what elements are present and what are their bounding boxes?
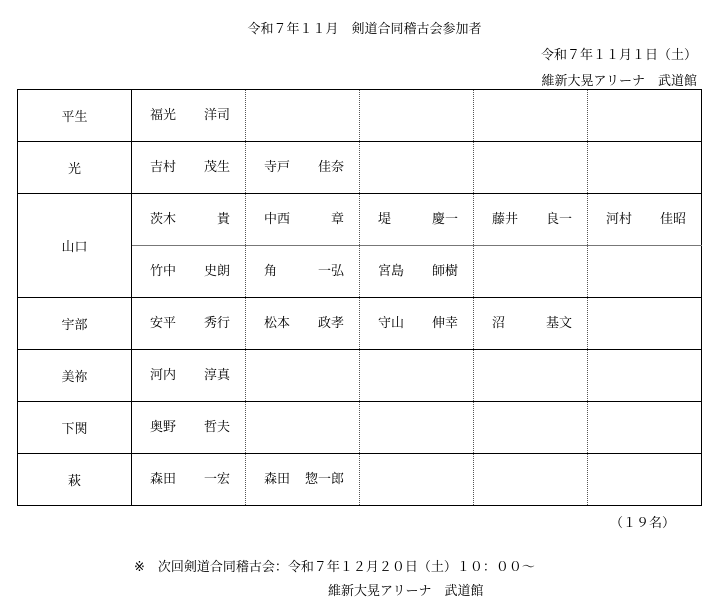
participant-cell [588, 90, 702, 142]
participant-name [264, 312, 344, 331]
next-session-venue: 維新大晃アリーナ 武道館 [328, 584, 484, 599]
participant-name [492, 312, 572, 331]
region-cell: 下関 [18, 402, 132, 454]
participant-name [264, 208, 344, 227]
participant-cell [246, 454, 360, 506]
region-cell: 萩 [18, 454, 132, 506]
participant-cell [132, 350, 246, 402]
participants-table [17, 89, 702, 506]
participant-name [150, 364, 230, 383]
family-name: 茨木 [150, 212, 177, 227]
given-name: 史朗 [203, 264, 230, 279]
participant-cell [588, 454, 702, 506]
given-name: 惣一郎 [304, 472, 344, 487]
table-row [18, 194, 702, 246]
table-row [18, 402, 702, 454]
family-name: 守山 [378, 316, 405, 331]
next-session-note: ※ 次回剣道合同稽古会：令和７年１２月２０日（土）１０：００～ [134, 560, 535, 575]
given-name: 佳奈 [317, 160, 344, 175]
participant-cell [360, 194, 474, 246]
region-cell: 平生 [18, 90, 132, 142]
family-name: 中西 [264, 212, 291, 227]
participant-name [150, 104, 230, 123]
family-name: 森田 [150, 472, 177, 487]
given-name: 茂生 [203, 160, 230, 175]
participant-name [378, 312, 458, 331]
participant-cell [246, 90, 360, 142]
participant-cell [132, 454, 246, 506]
participant-cell [474, 298, 588, 350]
participant-cell [132, 90, 246, 142]
participant-name [606, 208, 686, 227]
participant-cell [246, 142, 360, 194]
family-name: 藤井 [492, 212, 519, 227]
participant-cell [132, 402, 246, 454]
participant-cell [360, 298, 474, 350]
family-name: 河内 [150, 368, 177, 383]
participant-cell [588, 194, 702, 246]
participant-cell [474, 194, 588, 246]
given-name: 佳昭 [659, 212, 686, 227]
given-name: 洋司 [203, 108, 230, 123]
family-name: 松本 [264, 316, 291, 331]
participant-name [150, 260, 230, 279]
given-name: 一宏 [203, 472, 230, 487]
family-name: 河村 [606, 212, 633, 227]
participant-cell [588, 350, 702, 402]
participant-name [150, 208, 230, 227]
participant-cell [246, 402, 360, 454]
participant-cell [588, 298, 702, 350]
family-name: 竹中 [150, 264, 177, 279]
participant-cell [588, 246, 702, 298]
region-cell: 光 [18, 142, 132, 194]
participant-cell [360, 402, 474, 454]
participant-cell [360, 246, 474, 298]
table-row [18, 298, 702, 350]
family-name: 堤 [378, 212, 392, 227]
family-name: 奥野 [150, 420, 177, 435]
participant-cell [246, 194, 360, 246]
family-name: 福光 [150, 108, 177, 123]
document-title: 令和７年１１月 剣道合同稽古会参加者 [247, 22, 482, 37]
given-name: 基文 [545, 316, 572, 331]
participant-cell [474, 350, 588, 402]
participant-cell [360, 90, 474, 142]
participant-cell [474, 142, 588, 194]
family-name: 宮島 [378, 264, 405, 279]
participant-cell [474, 246, 588, 298]
given-name: 一弘 [317, 264, 344, 279]
participant-name [264, 260, 344, 279]
table-row [18, 350, 702, 402]
participant-name [378, 260, 458, 279]
region-cell: 宇部 [18, 298, 132, 350]
participant-cell [246, 298, 360, 350]
participant-name [492, 208, 572, 227]
table-row [18, 90, 702, 142]
participant-cell [132, 246, 246, 298]
given-name: 師樹 [431, 264, 458, 279]
participant-cell [132, 194, 246, 246]
given-name: 章 [330, 212, 344, 227]
participant-total: （１９名） [610, 516, 676, 531]
given-name: 哲夫 [203, 420, 230, 435]
family-name: 寺戸 [264, 160, 291, 175]
participant-cell [132, 298, 246, 350]
participant-name [150, 468, 230, 487]
participant-name [264, 156, 344, 175]
family-name: 沼 [492, 316, 506, 331]
given-name: 淳真 [203, 368, 230, 383]
event-date: 令和７年１１月１日（土） [540, 48, 697, 63]
given-name: 伸幸 [431, 316, 458, 331]
table-row [18, 454, 702, 506]
family-name: 森田 [264, 472, 291, 487]
participant-cell [360, 350, 474, 402]
family-name: 安平 [150, 316, 177, 331]
given-name: 慶一 [431, 212, 458, 227]
participant-name [150, 156, 230, 175]
participant-cell [246, 246, 360, 298]
participant-name [150, 312, 230, 331]
participant-cell [588, 142, 702, 194]
participant-name [378, 208, 458, 227]
table-row [18, 142, 702, 194]
participant-name [150, 416, 230, 435]
participant-cell [360, 454, 474, 506]
given-name: 秀行 [203, 316, 230, 331]
given-name: 政孝 [317, 316, 344, 331]
participant-cell [360, 142, 474, 194]
participant-name [264, 468, 344, 487]
participant-cell [474, 90, 588, 142]
participant-cell [132, 142, 246, 194]
region-cell: 美祢 [18, 350, 132, 402]
event-venue: 維新大晃アリーナ 武道館 [541, 74, 697, 89]
given-name: 貴 [216, 212, 230, 227]
participant-cell [474, 454, 588, 506]
participant-cell [246, 350, 360, 402]
given-name: 良一 [545, 212, 572, 227]
participant-cell [588, 402, 702, 454]
participant-cell [474, 402, 588, 454]
family-name: 角 [264, 264, 278, 279]
region-cell: 山口 [18, 194, 132, 298]
family-name: 吉村 [150, 160, 177, 175]
